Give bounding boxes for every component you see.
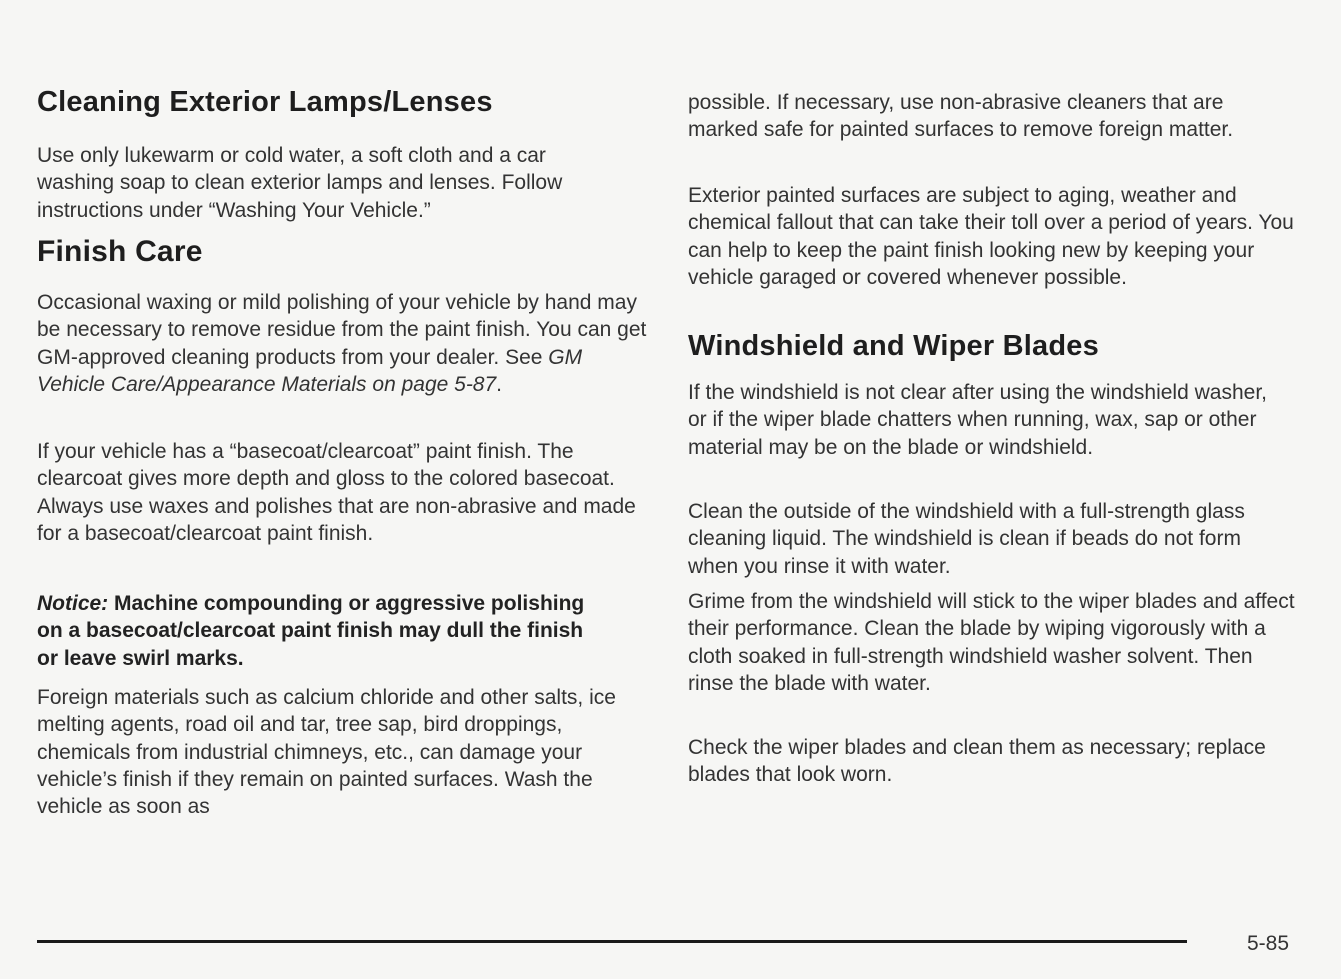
- footer-rule: [37, 940, 1187, 943]
- heading-finish-care: Finish Care: [37, 235, 203, 268]
- notice-text: Machine compounding or aggressive polishing on a basecoat/clearcoat paint finish may dull the finish or leave swirl marks.: [37, 592, 585, 670]
- paragraph-finish-waxing: [37, 289, 649, 398]
- paragraph-check-blades: Check the wiper blades and clean them as necessary; replace blades that look worn.: [688, 736, 1266, 787]
- cross-reference-link[interactable]: GM Vehicle Care/Appearance Materials on page 5-87: [37, 345, 583, 396]
- notice-label: Notice:: [37, 592, 109, 615]
- notice-paragraph: [37, 590, 597, 672]
- paragraph-basecoat: If your vehicle has a “basecoat/clearcoat” paint finish. The clearcoat gives more depth and gloss to the colored basecoat. Always use waxes and polishes that are non-abrasive and made for a basecoat/clearcoat paint finish.: [37, 440, 636, 545]
- finish-waxing-end: .: [496, 372, 503, 396]
- paragraph-grime: Grime from the windshield will stick to the wiper blades and affect their performance. Clean the blade by wiping vigorously with a cloth soaked in full-strength windshield washer solvent. Then rinse the blade with water.: [688, 590, 1295, 695]
- heading-windshield-wiper-blades: Windshield and Wiper Blades: [688, 330, 1099, 362]
- finish-waxing-text: Occasional waxing or mild polishing of your vehicle by hand may be necessary to remove residue from the paint finish. You can get GM-approved cleaning products from your dealer. See: [37, 291, 647, 369]
- heading-cleaning-exterior-lamps: Cleaning Exterior Lamps/Lenses: [37, 86, 493, 118]
- page-number: 5-85: [1247, 932, 1290, 955]
- paragraph-foreign-materials: Foreign materials such as calcium chloride and other salts, ice melting agents, road oil and tar, tree sap, bird droppings, chemicals from industrial chimneys, etc., can damage your vehicle’s finish if they remain on painted surfaces. Wash the vehicle as soon as: [37, 686, 616, 819]
- paragraph-exterior-painted-surfaces: Exterior painted surfaces are subject to aging, weather and chemical fallout that can take their toll over a period of years. You can help to keep the paint finish looking new by keeping your vehicle garaged or covered whenever possible.: [688, 184, 1294, 289]
- paragraph-windshield-not-clear: If the windshield is not clear after using the windshield washer, or if the wiper blade chatters when running, wax, sap or other material may be on the blade or windshield.: [688, 381, 1267, 459]
- paragraph-clean-outside: Clean the outside of the windshield with a full-strength glass cleaning liquid. The windshield is clean if beads do not form when you rinse it with water.: [688, 500, 1245, 578]
- paragraph-lamps: Use only lukewarm or cold water, a soft cloth and a car washing soap to clean exterior lamps and lenses. Follow instructions under “Washing Your Vehicle.”: [37, 144, 563, 222]
- paragraph-non-abrasive-cleaners: possible. If necessary, use non-abrasive cleaners that are marked safe for painted surfaces to remove foreign matter.: [688, 91, 1234, 142]
